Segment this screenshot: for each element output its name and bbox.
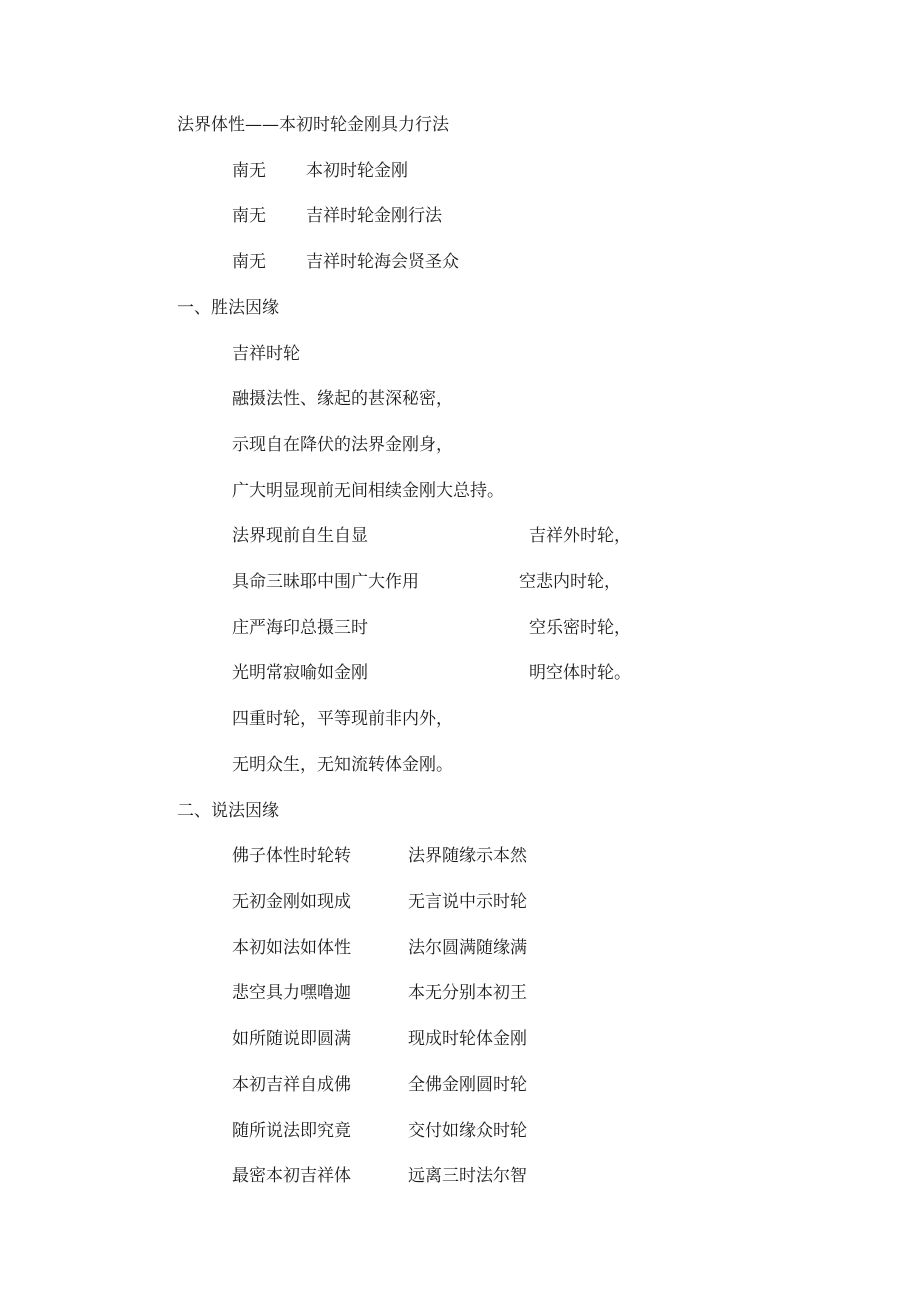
verse-line: 无明众生，无知流转体金刚。: [232, 755, 453, 775]
verse-right: 现成时轮体金刚: [408, 1029, 527, 1049]
verse-right: 法尔圆满随缘满: [408, 938, 527, 958]
homage-text: 本初时轮金刚: [306, 161, 408, 181]
pair-right: 空悲内时轮，: [519, 572, 621, 592]
verse-right: 交付如缘众时轮: [408, 1121, 527, 1141]
homage-text: 吉祥时轮海会贤圣众: [306, 252, 459, 272]
homage-prefix: 南无: [232, 252, 266, 272]
verse-line: 四重时轮，平等现前非内外，: [232, 709, 453, 729]
pair-left: 光明常寂喻如金刚: [232, 663, 368, 683]
verse-left: 悲空具力嘿噜迦: [232, 983, 351, 1003]
section-heading: 二、说法因缘: [177, 801, 279, 821]
homage-text: 吉祥时轮金刚行法: [306, 206, 442, 226]
verse-right: 全佛金刚圆时轮: [408, 1075, 527, 1095]
verse-right: 法界随缘示本然: [408, 846, 527, 866]
homage-prefix: 南无: [232, 161, 266, 181]
verse-left: 佛子体性时轮转: [232, 846, 351, 866]
verse-left: 最密本初吉祥体: [232, 1166, 351, 1186]
homage-prefix: 南无: [232, 206, 266, 226]
document-title: 法界体性——本初时轮金刚具力行法: [177, 115, 449, 135]
section-heading: 一、胜法因缘: [177, 298, 279, 318]
pair-right: 空乐密时轮，: [529, 618, 631, 638]
verse-line: 广大明显现前无间相续金刚大总持。: [232, 481, 504, 501]
verse-line: 融摄法性、缘起的甚深秘密，: [232, 389, 453, 409]
pair-right: 吉祥外时轮，: [529, 526, 631, 546]
verse-left: 随所说法即究竟: [232, 1121, 351, 1141]
verse-left: 无初金刚如现成: [232, 892, 351, 912]
verse-right: 远离三时法尔智: [408, 1166, 527, 1186]
verse-left: 本初如法如体性: [232, 938, 351, 958]
pair-left: 庄严海印总摄三时: [232, 618, 368, 638]
verse-line: 示现自在降伏的法界金刚身，: [232, 435, 453, 455]
verse-left: 如所随说即圆满: [232, 1029, 351, 1049]
pair-left: 具命三昧耶中围广大作用: [232, 572, 419, 592]
verse-right: 无言说中示时轮: [408, 892, 527, 912]
pair-left: 法界现前自生自显: [232, 526, 368, 546]
pair-right: 明空体时轮。: [529, 663, 631, 683]
verse-line: 吉祥时轮: [232, 344, 300, 364]
verse-right: 本无分别本初王: [408, 983, 527, 1003]
verse-left: 本初吉祥自成佛: [232, 1075, 351, 1095]
